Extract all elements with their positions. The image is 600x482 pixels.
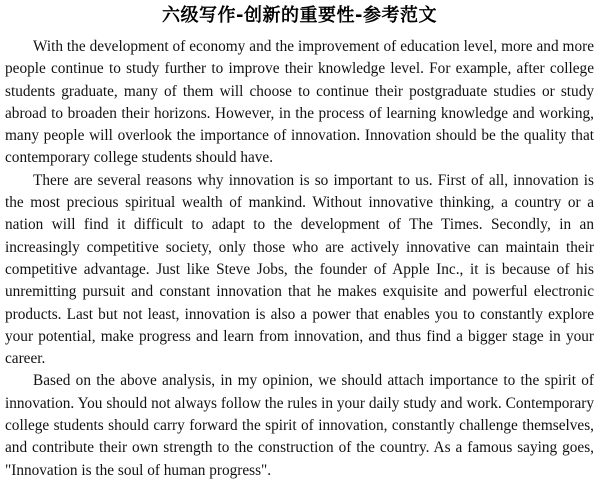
document-title: 六级写作-创新的重要性-参考范文 [162,5,437,26]
paragraph-2: There are several reasons why innovation is so important to us. First of all, innovation is the most precious spiritual wealth of mankind. Without innovative thinking, a country or a nation will find it difficult to adapt to the development of The Times. Secondly, in an increasingly competitive society, only those who are actively innovative can maintain their competitive advantage. Just like Steve Jobs, the founder of Apple Inc., it is because of his unremitting pursuit and constant innovation that he makes exquisite and powerful electronic products. Last but not least, innovation is also a power that enables you to constantly explore your potential, make progress and learn from innovation, and thus find a bigger stage in your career. [5,171,594,368]
paragraph-3: Based on the above analysis, in my opinion, we should attach importance to the spirit of innovation. You should not always follow the rules in your daily study and work. Contemporary college students should carry forward the spirit of innovation, constantly challenge themselves, and contribute their own strength to the construction of the country. As a famous saying goes, "Innovation is the soul of human progress". [5,372,594,479]
paragraph-1: With the development of economy and the improvement of education level, more and more people continue to study further to improve their knowledge level. For example, after college students graduate, many of them will choose to continue their postgraduate studies or study abroad to broaden their horizons. However, in the process of learning knowledge and working, many people will overlook the importance of innovation. Innovation should be the quality that contemporary college students should have. [5,38,594,167]
essay-body [5,36,594,482]
